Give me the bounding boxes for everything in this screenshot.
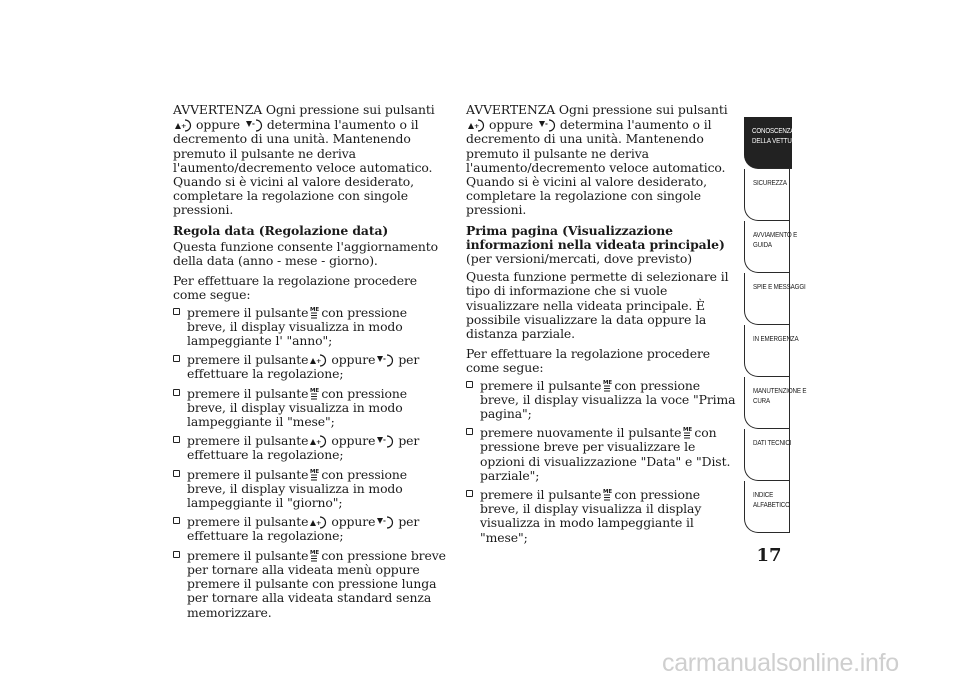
list-item: premere il pulsante con pressione breve per tornare alla videata menù oppure premere il pulsante con pressione lunga per tornare alla videata standard senza memorizzare. xyxy=(173,548,448,620)
list-item: premere il pulsante con pressione breve, il display visualizza la voce "Prima pagina"; xyxy=(466,378,741,422)
down-button-icon xyxy=(377,352,396,367)
down-button-icon xyxy=(539,117,558,132)
checkbox-bullet-icon xyxy=(173,517,180,524)
tab-manutenzione-e-cura[interactable]: MANUTENZIONE E CURA xyxy=(744,377,790,429)
checkbox-bullet-icon xyxy=(173,436,180,443)
checkbox-bullet-icon xyxy=(173,551,180,558)
menu-button-icon xyxy=(310,386,319,401)
chapter-tabs xyxy=(744,117,807,533)
section-heading: Prima pagina (Visualizzazione informazioni nella videata principale)(per versioni/mercati, dove previsto) xyxy=(466,222,725,267)
list-item: premere il pulsante oppure per effettuare la regolazione; xyxy=(173,352,448,381)
checkbox-bullet-icon xyxy=(173,389,180,396)
tab-spie-e-messaggi[interactable]: SPIE E MESSAGGI xyxy=(744,273,790,325)
watermark: carmanualsonline.info xyxy=(662,649,899,677)
right-column xyxy=(466,103,741,549)
up-button-icon xyxy=(175,117,194,132)
section-heading: Regola data (Regolazione data) xyxy=(173,222,389,238)
tab-avviamento-e-guida[interactable]: AVVIAMENTO E GUIDA xyxy=(744,221,790,273)
down-button-icon xyxy=(377,433,396,448)
list-item: premere il pulsante oppure per effettuare la regolazione; xyxy=(173,433,448,462)
tab-conoscenza-della-vettura[interactable]: CONOSCENZA DELLA VETTURA xyxy=(744,117,792,169)
procedure-paragraph: Per effettuare la regolazione procedere come segue: xyxy=(466,346,711,376)
checkbox-bullet-icon xyxy=(466,381,473,388)
step-list xyxy=(173,305,448,620)
up-button-icon xyxy=(310,514,329,529)
list-item: premere il pulsante oppure per effettuare la regolazione; xyxy=(173,514,448,543)
up-button-icon xyxy=(468,117,487,132)
tab-dati-tecnici[interactable]: DATI TECNICI xyxy=(744,429,790,481)
up-button-icon xyxy=(310,433,329,448)
tab-in-emergenza[interactable]: IN EMERGENZA xyxy=(744,325,790,377)
checkbox-bullet-icon xyxy=(466,428,473,435)
checkbox-bullet-icon xyxy=(173,470,180,477)
intro-paragraph: Questa funzione consente l'aggiornamento della data (anno - mese - giorno). xyxy=(173,238,439,269)
tab-sicurezza[interactable]: SICUREZZA xyxy=(744,169,790,221)
menu-button-icon xyxy=(310,548,319,563)
list-item: premere nuovamente il pulsante con pressione breve per visualizzare le opzioni di visualizzazione "Data" e "Dist. parziale"; xyxy=(466,425,741,483)
checkbox-bullet-icon xyxy=(173,355,180,362)
menu-button-icon xyxy=(603,487,612,502)
down-button-icon xyxy=(377,514,396,529)
warning-paragraph: AVVERTENZA Ogni pressione sui pulsanti oppure determina l'aumento o il decremento di una unità. Mantenendo premuto il pulsante ne deriva l'aumento/decremento veloce automatico. Quando si è vicini al valore desiderato, completare la regolazione con singole pressioni. xyxy=(466,102,728,218)
page-number: 17 xyxy=(756,545,782,566)
down-button-icon xyxy=(246,117,265,132)
procedure-paragraph: Per effettuare la regolazione procedere come segue: xyxy=(173,273,418,303)
menu-button-icon xyxy=(310,305,319,320)
list-item: premere il pulsante con pressione breve, il display visualizza in modo lampeggiante l' "anno"; xyxy=(173,305,448,349)
tab-indice-alfabetico[interactable]: INDICE ALFABETICO xyxy=(744,481,790,533)
checkbox-bullet-icon xyxy=(466,490,473,497)
menu-button-icon xyxy=(603,378,612,393)
menu-button-icon xyxy=(310,467,319,482)
up-button-icon xyxy=(310,352,329,367)
left-column xyxy=(173,103,448,624)
warning-paragraph: AVVERTENZA Ogni pressione sui pulsanti oppure determina l'aumento o il decremento di una unità. Mantenendo premuto il pulsante ne deriva l'aumento/decremento veloce automatico. Quando si è vicini al valore desiderato, completare la regolazione con singole pressioni. xyxy=(173,102,435,218)
step-list xyxy=(466,378,741,545)
list-item: premere il pulsante con pressione breve, il display visualizza in modo lampeggiante il "giorno"; xyxy=(173,467,448,511)
list-item: premere il pulsante con pressione breve, il display visualizza il display visualizza in modo lampeggiante il "mese"; xyxy=(466,487,741,545)
checkbox-bullet-icon xyxy=(173,308,180,315)
intro-paragraph: Questa funzione permette di selezionare il tipo di informazione che si vuole visualizzare nella videata principale. È possibile visualizzare la data oppure la distanza parziale. xyxy=(466,269,729,342)
list-item: premere il pulsante con pressione breve, il display visualizza in modo lampeggiante il "mese"; xyxy=(173,386,448,430)
menu-button-icon xyxy=(683,425,692,440)
